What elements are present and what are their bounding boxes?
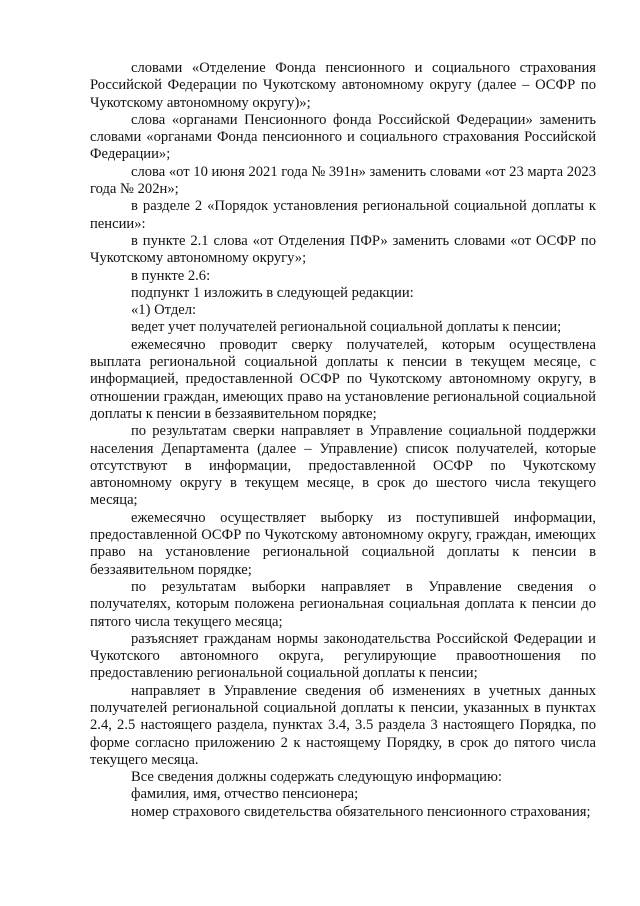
paragraph: в пункте 2.1 слова «от Отделения ПФР» заменить словами «от ОСФР по Чукотскому автономному округу»;: [90, 232, 596, 267]
paragraph: по результатам выборки направляет в Управление сведения о получателях, которым положена региональная социальная доплата к пенсии до пятого числа текущего месяца;: [90, 578, 596, 630]
paragraph: в разделе 2 «Порядок установления региональной социальной доплаты к пенсии»:: [90, 198, 596, 232]
paragraph: слова «органами Пенсионного фонда Российской Федерации» заменить словами «органами Фонда пенсионного и социального страхования Российской Федерации»;: [90, 111, 596, 163]
paragraph: подпункт 1 изложить в следующей редакции:: [131, 284, 414, 301]
paragraph: фамилия, имя, отчество пенсионера;: [131, 786, 359, 803]
paragraph: направляет в Управление сведения об изменениях в учетных данных получателей региональной социальной доплаты к пенсии, указанных в пунктах 2.4, 2.5 настоящего раздела, пунктах 3.4, 3.5 раздела 3 настоящего Порядка, по форме согласно приложению 2 к настоящему Порядку, в срок до пятого числа текущего месяца.: [90, 682, 596, 768]
paragraph: ведет учет получателей региональной социальной доплаты к пенсии;: [131, 319, 562, 336]
paragraph: ежемесячно проводит сверку получателей, которым осуществлена выплата региональной социальной доплаты к пенсии в текущем месяце, с информацией, предоставленной ОСФР по Чукотскому автономному округу, в отношении граждан, имеющих право на установление региональной социальной доплаты к пенсии в беззаявительном порядке;: [90, 336, 596, 422]
paragraph: «1) Отдел:: [131, 302, 197, 319]
paragraph: номер страхового свидетельства обязательного пенсионного страхования;: [131, 803, 591, 820]
paragraph: ежемесячно осуществляет выборку из поступившей информации, предоставленной ОСФР по Чукотскому автономному округу, граждан, имеющих право на установление региональной социальной доплаты к пенсии в беззаявительном порядке;: [90, 509, 596, 578]
paragraph: по результатам сверки направляет в Управление социальной поддержки населения Департамента (далее – Управление) список получателей, которые отсутствуют в информации, предоставленной ОСФР по Чукотскому автономному округу в текущем месяце, в срок до шестого числа текущего месяца;: [90, 423, 596, 509]
paragraph: слова «от 10 июня 2021 года № 391н» заменить словами «от 23 марта 2023 года № 202н»;: [90, 163, 596, 198]
paragraph: Все сведения должны содержать следующую информацию:: [131, 769, 502, 786]
document-page: [90, 60, 596, 821]
paragraph: словами «Отделение Фонда пенсионного и социального страхования Российской Федерации по Чукотскому автономному округу (далее – ОСФР по Чукотскому автономному округу)»;: [90, 60, 596, 111]
paragraph: в пункте 2.6:: [131, 267, 211, 284]
paragraph: разъясняет гражданам нормы законодательства Российской Федерации и Чукотского автономного округа, регулирующие правоотношения по предоставлению региональной социальной доплаты к пенсии;: [90, 630, 596, 682]
